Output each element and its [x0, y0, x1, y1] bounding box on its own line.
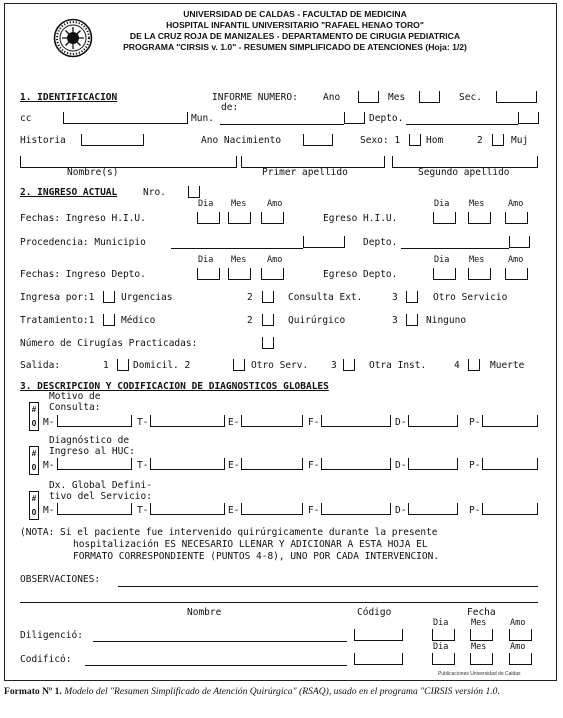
motivo-p-field[interactable] [482, 415, 538, 427]
diligencio-mes-label: Mes [471, 618, 487, 628]
ingreso-depto-dia-label: Dia [198, 255, 214, 265]
diag-m-label: M- [43, 460, 55, 471]
otro-servicio-label: Otro Servicio [433, 292, 508, 303]
ingreso-mes-label: Mes [231, 199, 247, 209]
egreso-dia-label: Dia [434, 199, 450, 209]
egreso-hiu-ano-field[interactable] [505, 212, 528, 224]
codifico-ano-field[interactable] [509, 653, 532, 665]
procedencia-municipio-code[interactable] [303, 236, 345, 248]
egreso-depto-ano-label: Amo [508, 255, 524, 265]
nombre-header: Nombre [187, 607, 222, 618]
code-zero: 0 [31, 463, 37, 472]
ingresa-otro-box[interactable] [406, 291, 418, 303]
diag-f-field[interactable] [321, 458, 391, 470]
informe-sec-field[interactable] [496, 91, 537, 103]
ingreso-depto-mes-field[interactable] [228, 268, 251, 280]
informe-mes-field[interactable] [419, 91, 440, 103]
ingresa-por-label: Ingresa por:1 [20, 292, 95, 303]
ingreso-depto-ano-label: Amo [267, 255, 283, 265]
tratamiento-medico-box[interactable] [103, 314, 115, 326]
ingresa-consulta-box[interactable] [262, 291, 274, 303]
tratamiento-ninguno-box[interactable] [406, 314, 418, 326]
ingreso-dia-label: Dia [198, 199, 214, 209]
salida-label: Salida: [20, 360, 61, 371]
codifico-dia-label: Dia [433, 642, 449, 652]
dx-label-1: Dx. Global Defini- [49, 480, 152, 491]
motivo-t-field[interactable] [150, 415, 225, 427]
publisher-credit: Publicaciones Universidad de Caldas [438, 671, 521, 677]
diag-m-field[interactable] [57, 458, 132, 470]
dx-d-label: D- [395, 505, 407, 516]
nro-field[interactable] [188, 186, 200, 198]
egreso-depto-mes-label: Mes [469, 255, 485, 265]
ingresa-urgencias-box[interactable] [103, 291, 115, 303]
otro-serv-label: Otro Serv. [251, 360, 309, 371]
header-line-2: HOSPITAL INFANTIL UNIVERSITARIO "RAFAEL HENAO TORO" [166, 20, 424, 30]
caption-label: Formato Nº 1. [4, 686, 62, 697]
depto-label: Depto. [369, 113, 404, 124]
motivo-label-1: Motivo de [49, 391, 101, 402]
diag-p-field[interactable] [482, 458, 538, 470]
primer-apellido-label: Primer apellido [262, 167, 348, 178]
salida-otro-serv-box[interactable] [233, 359, 245, 371]
dx-m-field[interactable] [57, 503, 132, 515]
egreso-hiu-label: Egreso H.I.U. [323, 213, 398, 224]
diag-t-field[interactable] [150, 458, 225, 470]
motivo-d-field[interactable] [408, 415, 458, 427]
procedencia-depto-code[interactable] [509, 236, 530, 248]
codigo-header: Código [357, 607, 392, 618]
domicil-label: Domicil. 2 [133, 360, 191, 371]
diag-p-label: P- [469, 460, 481, 471]
depto-code-field[interactable] [518, 112, 539, 124]
egreso-ano-label: Amo [508, 199, 524, 209]
dx-e-label: E- [228, 505, 240, 516]
motivo-p-label: P- [469, 417, 481, 428]
codifico-nombre-line[interactable] [85, 665, 347, 666]
informe-sec-label: Sec. [459, 92, 482, 103]
quirurgico-label: Quirúrgico [288, 315, 346, 326]
section-2-title: 2. INGRESO ACTUAL [20, 187, 118, 198]
otra-inst-label: Otra Inst. [369, 360, 427, 371]
dx-f-field[interactable] [321, 503, 391, 515]
ingreso-depto-mes-label: Mes [231, 255, 247, 265]
code-zero: 0 [31, 419, 37, 428]
ano-nacimiento-field[interactable] [303, 134, 333, 146]
section-1-title: 1. IDENTIFICACION [20, 92, 118, 103]
procedencia-depto-label: Depto. [363, 237, 398, 248]
form-sheet [4, 3, 557, 681]
motivo-t-label: T- [137, 417, 149, 428]
diag-label-1: Diagnóstico de [49, 435, 130, 446]
dx-t-field[interactable] [150, 503, 225, 515]
motivo-e-field[interactable] [241, 415, 303, 427]
dx-code-box[interactable] [29, 491, 39, 520]
nota-line-1: (NOTA: Si el paciente fue intervenido quirúrgicamente durante la presente [20, 527, 438, 538]
medico-label: Médico [121, 315, 156, 326]
codifico-dia-field[interactable] [432, 653, 455, 665]
ingresa-2-label: 2 [247, 292, 253, 303]
diligencio-codigo-field[interactable] [354, 629, 403, 641]
procedencia-municipio-line[interactable] [171, 248, 303, 249]
tratamiento-3-label: 3 [392, 315, 398, 326]
egreso-depto-dia-field[interactable] [433, 268, 456, 280]
egreso-hiu-mes-field[interactable] [468, 212, 491, 224]
motivo-m-label: M- [43, 417, 55, 428]
sexo-2-label: 2 [477, 135, 483, 146]
section-3-title: 3. DESCRIPCION Y CODIFICACION DE DIAGNOSTICOS GLOBALES [20, 381, 329, 392]
egreso-depto-dia-label: Dia [434, 255, 450, 265]
diag-d-field[interactable] [408, 458, 458, 470]
egreso-depto-label: Egreso Depto. [323, 269, 398, 280]
historia-field[interactable] [81, 134, 144, 146]
mun-code-field[interactable] [344, 112, 365, 124]
tratamiento-quirurgico-box[interactable] [262, 314, 274, 326]
fechas-ingreso-hiu-label: Fechas: Ingreso H.I.U. [20, 213, 146, 224]
diag-t-label: T- [137, 460, 149, 471]
ingreso-hiu-ano-field[interactable] [261, 212, 284, 224]
egreso-depto-ano-field[interactable] [505, 268, 528, 280]
ingresa-3-label: 3 [392, 292, 398, 303]
code-hash: # [31, 494, 37, 503]
diligencio-mes-field[interactable] [470, 629, 493, 641]
codifico-ano-label: Amo [510, 642, 526, 652]
codifico-codigo-field[interactable] [354, 653, 403, 665]
codifico-mes-label: Mes [471, 642, 487, 652]
diag-f-label: F- [308, 460, 320, 471]
diag-label-2: Ingreso al HUC: [49, 446, 135, 457]
fechas-ingreso-depto-label: Fechas: Ingreso Depto. [20, 269, 146, 280]
motivo-code-box[interactable] [29, 402, 39, 431]
observaciones-line-1[interactable] [118, 586, 538, 587]
motivo-e-label: E- [228, 417, 240, 428]
sexo-hom-box[interactable] [409, 134, 421, 146]
muj-label: Muj [511, 135, 529, 146]
diligencio-dia-field[interactable] [432, 629, 455, 641]
code-hash: # [31, 449, 37, 458]
consulta-ext-label: Consulta Ext. [288, 292, 363, 303]
hom-label: Hom [426, 135, 444, 146]
cc-label: cc [20, 113, 32, 124]
ingreso-depto-ano-field[interactable] [261, 268, 284, 280]
fecha-header: Fecha [467, 607, 496, 618]
sexo-label: Sexo: 1 [360, 135, 401, 146]
salida-4-label: 4 [454, 360, 460, 371]
diligencio-nombre-line[interactable] [93, 641, 347, 642]
mun-label: Mun. [191, 113, 214, 124]
sexo-muj-box[interactable] [492, 134, 504, 146]
tratamiento-label: Tratamiento:1 [20, 315, 95, 326]
caption-text: Modelo del "Resumen Simplificado de Atención Quirúrgica" (RSAQ), usado en el programa "CIRSIS versión 1.0. [64, 686, 500, 697]
diligencio-dia-label: Dia [433, 618, 449, 628]
urgencias-label: Urgencias [121, 292, 173, 303]
diligencio-label: Diligenció: [20, 630, 83, 641]
ninguno-label: Ninguno [426, 315, 467, 326]
egreso-mes-label: Mes [469, 199, 485, 209]
egreso-hiu-dia-field[interactable] [433, 212, 456, 224]
dx-p-field[interactable] [482, 503, 538, 515]
salida-otra-inst-box[interactable] [343, 359, 355, 371]
codifico-label: Codificó: [20, 654, 72, 665]
dx-p-label: P- [469, 505, 481, 516]
code-zero: 0 [31, 508, 37, 517]
segundo-apellido-label: Segundo apellido [418, 167, 510, 178]
code-hash: # [31, 405, 37, 414]
ano-nacimiento-label: Ano Nacimiento [201, 135, 282, 146]
nota-line-3: FORMATO CORRESPONDIENTE (PUNTOS 4-8), UNO POR CADA INTERVENCION. [73, 551, 440, 562]
university-seal-logo [53, 18, 93, 58]
ingreso-depto-dia-field[interactable] [197, 268, 220, 280]
salida-3-label: 3 [331, 360, 337, 371]
diag-e-label: E- [228, 460, 240, 471]
historia-label: Historia [20, 135, 66, 146]
procedencia-label: Procedencia: Municipio [20, 237, 146, 248]
dx-m-label: M- [43, 505, 55, 516]
tratamiento-2-label: 2 [247, 315, 253, 326]
dx-e-field[interactable] [241, 503, 303, 515]
depto-line[interactable] [406, 124, 518, 125]
egreso-depto-mes-field[interactable] [468, 268, 491, 280]
motivo-f-field[interactable] [321, 415, 391, 427]
figure-caption [4, 686, 559, 697]
diligencio-ano-label: Amo [510, 618, 526, 628]
diligencio-ano-field[interactable] [509, 629, 532, 641]
observaciones-line-2[interactable] [20, 602, 538, 603]
procedencia-depto-line[interactable] [401, 248, 509, 249]
nombres-field[interactable] [20, 156, 237, 168]
dx-label-2: tivo del Servicio: [49, 491, 152, 502]
muerte-label: Muerte [490, 360, 525, 371]
dx-t-label: T- [137, 505, 149, 516]
motivo-m-field[interactable] [57, 415, 132, 427]
informe-mes-label: Mes [388, 92, 406, 103]
ingreso-hiu-dia-field[interactable] [197, 212, 220, 224]
motivo-f-label: F- [308, 417, 320, 428]
de-label: de: [221, 102, 239, 113]
header-line-3: DE LA CRUZ ROJA DE MANIZALES - DEPARTAMENTO DE CIRUGIA PEDIATRICA [129, 31, 461, 41]
codifico-mes-field[interactable] [470, 653, 493, 665]
motivo-label-2: Consulta: [49, 402, 101, 413]
mun-line[interactable] [220, 124, 344, 125]
informe-ano-field[interactable] [358, 91, 379, 103]
nota-line-2: hospitalización ES NECESARIO LLENAR Y ADICIONAR A ESTA HOJA EL [73, 539, 428, 550]
dx-f-label: F- [308, 505, 320, 516]
observaciones-label: OBSERVACIONES: [20, 574, 101, 585]
salida-muerte-box[interactable] [468, 359, 480, 371]
motivo-d-label: D- [395, 417, 407, 428]
informe-numero-label: INFORME NUMERO: [212, 92, 298, 103]
diag-e-field[interactable] [241, 458, 303, 470]
salida-1-label: 1 [103, 360, 109, 371]
ingreso-hiu-mes-field[interactable] [228, 212, 251, 224]
informe-ano-label: Ano [323, 92, 341, 103]
header-line-1: UNIVERSIDAD DE CALDAS - FACULTAD DE MEDICINA [183, 9, 407, 19]
diag-d-label: D- [395, 460, 407, 471]
nombres-label: Nombre(s) [67, 167, 119, 178]
header-line-4: PROGRAMA "CIRSIS v. 1.0" - RESUMEN SIMPLIFICADO DE ATENCIONES (Hoja: 1/2) [123, 42, 467, 52]
cc-field[interactable] [63, 112, 188, 124]
numero-cirugias-label: Número de Cirugías Practicadas: [20, 338, 198, 349]
diag-code-box[interactable] [29, 446, 39, 475]
dx-d-field[interactable] [408, 503, 458, 515]
nro-label: Nro. [143, 187, 166, 198]
numero-cirugias-field[interactable] [262, 337, 274, 349]
ingreso-ano-label: Amo [267, 199, 283, 209]
salida-domicil-box[interactable] [117, 359, 129, 371]
